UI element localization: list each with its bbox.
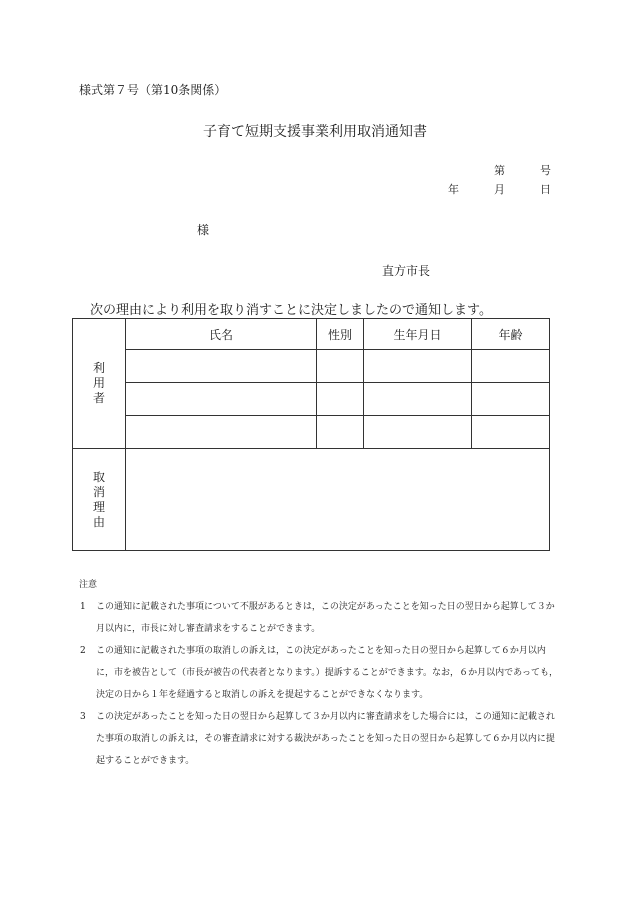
note-text: この決定があったことを知った日の翌日から起算して３か月以内に審査請求をした場合には，この通知に記載された事項の取消しの訴えは，その審査請求に対する裁決があったことを知った日の翌日から起算して６か月以内に提起することができます。 [96, 712, 555, 766]
note-item [79, 596, 559, 640]
reason-label-char: 理 [92, 499, 105, 514]
note-number: 1 [80, 602, 86, 612]
gender-cell[interactable] [317, 383, 364, 416]
intro-text: 次の理由により利用を取り消すことに決定しましたので通知します。 [90, 303, 492, 318]
age-cell[interactable] [472, 383, 550, 416]
note-number: 3 [80, 712, 86, 722]
gender-cell[interactable] [317, 350, 364, 383]
name-cell[interactable] [126, 350, 317, 383]
birthdate-cell[interactable] [364, 416, 472, 449]
user-info-table [72, 318, 550, 551]
note-text: この通知に記載された事項について不服があるときは，この決定があったことを知った日の翌日から起算して３か月以内に，市長に対し審査請求をすることができます。 [96, 602, 555, 634]
addressee-honorific: 様 [197, 223, 210, 237]
column-header-birthdate: 生年月日 [364, 319, 472, 350]
column-header-gender: 性別 [317, 319, 364, 350]
note-text: この通知に記載された事項の取消しの訴えは，この決定があったことを知った日の翌日から起算して６か月以内に，市を被告として（市長が被告の代表者となります。）提訴することができます。なお，６か月以内であっても，決定の日から１年を経過すると取消しの訴えを提起することができなくなります。 [96, 646, 558, 700]
age-cell[interactable] [472, 416, 550, 449]
user-label-char: 利 [92, 361, 105, 375]
note-item [79, 706, 559, 772]
note-item [79, 640, 559, 706]
table-row [73, 416, 550, 449]
column-header-name: 氏名 [126, 319, 317, 350]
doc-number-suffix: 号 [540, 164, 551, 177]
notes-heading: 注意 [79, 580, 98, 590]
form-number: 様式第７号（第10条関係） [79, 83, 227, 97]
date-day-label: 日 [540, 183, 551, 196]
table-row [73, 383, 550, 416]
notes-section [79, 574, 559, 772]
reason-label-cell [73, 449, 126, 551]
user-label-cell [73, 319, 126, 449]
document-title: 子育て短期支援事業利用取消通知書 [203, 124, 427, 140]
name-cell[interactable] [126, 416, 317, 449]
user-label-char: 用 [92, 376, 105, 390]
table-header-row [73, 319, 550, 350]
column-header-age: 年齢 [472, 319, 550, 350]
reason-content-cell[interactable] [126, 449, 550, 551]
sender-name: 直方市長 [382, 264, 431, 278]
reason-label-char: 取 [92, 469, 105, 484]
note-number: 2 [80, 646, 86, 656]
gender-cell[interactable] [317, 416, 364, 449]
name-cell[interactable] [126, 383, 317, 416]
doc-number-prefix: 第 [494, 164, 505, 177]
reason-label-char: 由 [92, 514, 105, 529]
date-year-label: 年 [448, 183, 459, 196]
reason-label-char: 消 [92, 484, 105, 499]
birthdate-cell[interactable] [364, 350, 472, 383]
birthdate-cell[interactable] [364, 383, 472, 416]
reason-row [73, 449, 550, 551]
age-cell[interactable] [472, 350, 550, 383]
table-row [73, 350, 550, 383]
user-label-char: 者 [92, 391, 105, 405]
date-month-label: 月 [494, 183, 505, 196]
